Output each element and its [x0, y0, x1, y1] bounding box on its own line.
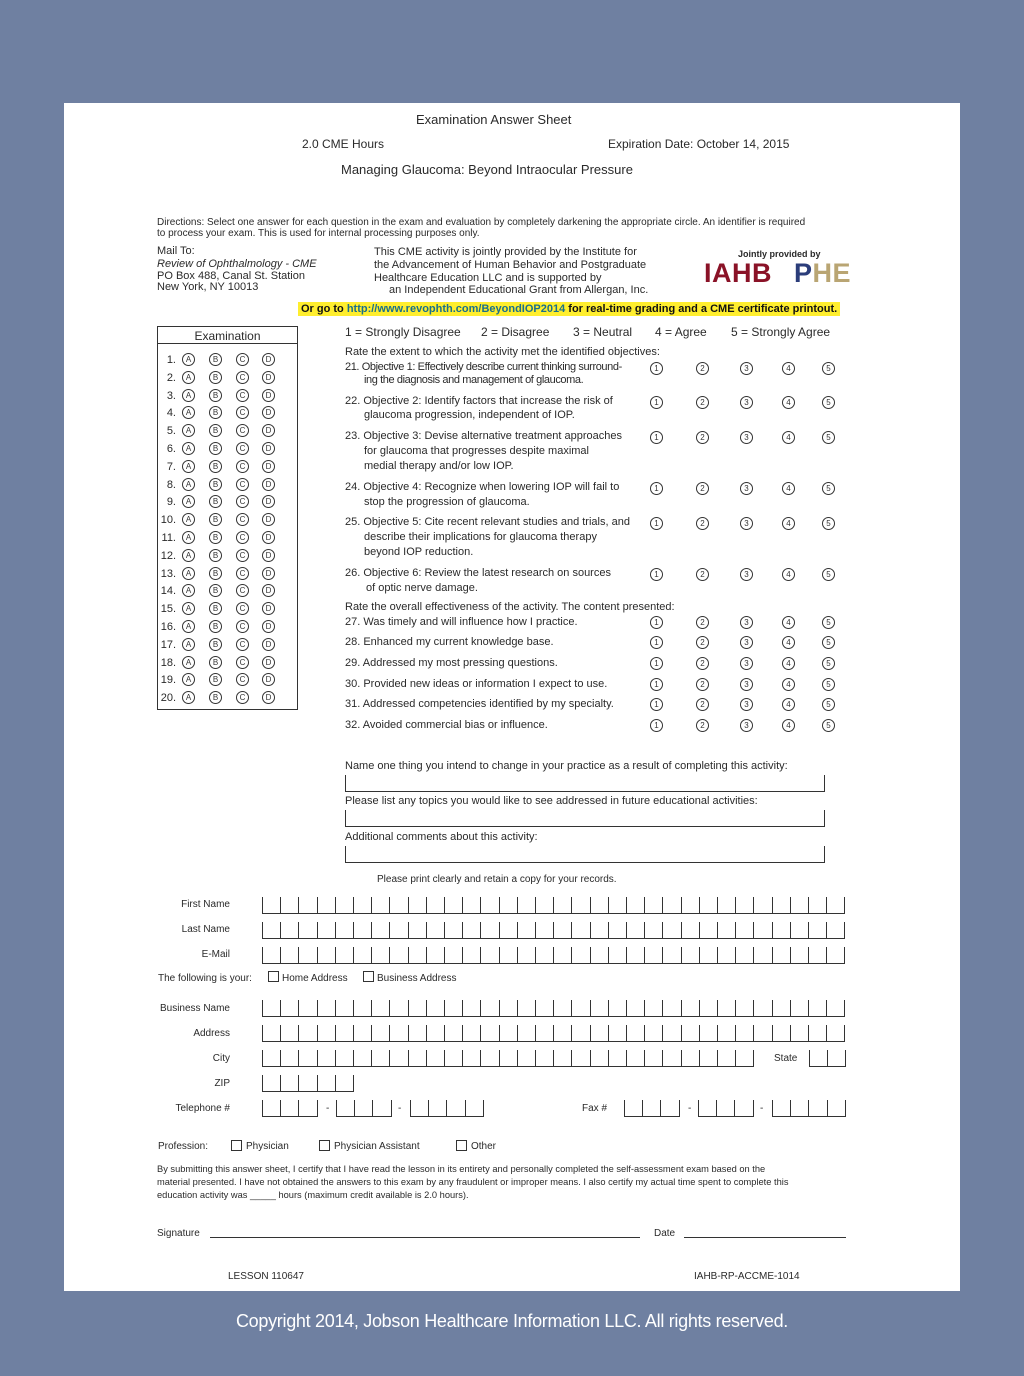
rating-bubble[interactable]: 2 [696, 616, 709, 629]
exam-row [158, 442, 297, 456]
exam-answer-bubble[interactable]: D [262, 513, 275, 526]
rating-bubble[interactable]: 1 [650, 396, 663, 409]
scale-4: 4 = Agree [655, 325, 707, 339]
copyright-notice: Copyright 2014, Jobson Healthcare Information LLC. All rights reserved. [235, 1311, 788, 1331]
exam-answer-bubble[interactable]: B [209, 513, 222, 526]
q23-line-1: 23. Objective 3: Devise alternative treatment approaches [345, 430, 622, 442]
exam-row [158, 513, 297, 527]
exam-row [158, 673, 297, 687]
mail-line-2: PO Box 488, Canal St. Station [157, 270, 305, 282]
exam-answer-bubble[interactable]: D [262, 460, 275, 473]
exam-row [158, 620, 297, 634]
other-checkbox[interactable] [456, 1140, 467, 1151]
exam-answer-bubble[interactable]: D [262, 531, 275, 544]
exam-row [158, 406, 297, 420]
exam-answer-bubble[interactable]: C [236, 567, 249, 580]
exam-answer-bubble[interactable]: C [236, 673, 249, 686]
q23-line-2: for glaucoma that progresses despite maximal [364, 445, 589, 457]
exam-answer-bubble[interactable]: B [209, 478, 222, 491]
rating-bubble[interactable]: 5 [822, 719, 835, 732]
q22-line-2: glaucoma progression, independent of IOP. [364, 409, 575, 421]
course-title: Managing Glaucoma: Beyond Intraocular Pressure [341, 162, 633, 177]
sheet-title: Examination Answer Sheet [416, 112, 572, 127]
phe-logo: PHE [794, 258, 852, 288]
exam-answer-bubble[interactable]: D [262, 567, 275, 580]
rating-bubble[interactable]: 3 [740, 719, 753, 732]
rating-bubble[interactable]: 2 [696, 431, 709, 444]
exam-answer-bubble[interactable]: C [236, 691, 249, 704]
business-name-label: Business Name [159, 1003, 230, 1014]
exam-answer-bubble[interactable]: C [236, 549, 249, 562]
exam-answer-bubble[interactable]: C [236, 513, 249, 526]
exam-row [158, 549, 297, 563]
exam-answer-bubble[interactable]: B [209, 371, 222, 384]
exam-question-number: 5. [166, 425, 176, 438]
comment-2-field[interactable] [345, 810, 825, 827]
fax-line-field[interactable] [772, 1101, 846, 1117]
exam-row [158, 531, 297, 545]
q26-line-1: 26. Objective 6: Review the latest research on sources [345, 567, 611, 579]
certify-line-3: education activity was _____ hours (maximum credit available is 2.0 hours). [157, 1190, 469, 1200]
state-field[interactable] [809, 1051, 846, 1067]
exam-answer-bubble[interactable]: C [236, 389, 249, 402]
exam-answer-bubble[interactable]: D [262, 406, 275, 419]
rating-bubble[interactable]: 1 [650, 568, 663, 581]
rating-bubble[interactable]: 3 [740, 482, 753, 495]
rating-bubble[interactable]: 1 [650, 678, 663, 691]
exam-answer-bubble[interactable]: A [182, 371, 195, 384]
provider-line-2: the Advancement of Human Behavior and Postgraduate [374, 259, 647, 271]
exam-answer-bubble[interactable]: D [262, 620, 275, 633]
exam-row [158, 656, 297, 670]
rating-bubble[interactable]: 1 [650, 482, 663, 495]
q26-line-2: of optic nerve damage. [366, 582, 478, 594]
address-field[interactable] [262, 1026, 845, 1042]
rating-bubble[interactable]: 4 [782, 396, 795, 409]
q21-line-2: ing the diagnosis and management of glaucoma. [364, 374, 584, 386]
exam-answer-bubble[interactable]: D [262, 495, 275, 508]
exam-answer-bubble[interactable]: B [209, 442, 222, 455]
exam-question-number: 4. [166, 407, 176, 420]
comment-1-field[interactable] [345, 775, 825, 792]
exam-question-number: 18. [160, 656, 176, 669]
exam-answer-bubble[interactable]: C [236, 371, 249, 384]
cme-hours: 2.0 CME Hours [302, 137, 385, 151]
profession-label: Profession: [158, 1141, 209, 1152]
online-url-link[interactable]: http://www.revophth.com/BeyondIOP2014 [346, 303, 566, 315]
rating-bubble[interactable]: 5 [822, 517, 835, 530]
business-address-checkbox[interactable] [363, 971, 374, 982]
exam-answer-bubble[interactable]: A [182, 442, 195, 455]
rating-bubble[interactable]: 4 [782, 616, 795, 629]
other-label: Other [471, 1141, 497, 1152]
exam-question-number: 3. [166, 389, 176, 402]
rating-bubble[interactable]: 5 [822, 616, 835, 629]
fax-prefix-field[interactable] [698, 1101, 754, 1117]
rating-bubble[interactable]: 3 [740, 362, 753, 375]
rating-bubble[interactable]: 4 [782, 698, 795, 711]
scale-5: 5 = Strongly Agree [731, 325, 831, 339]
exam-answer-bubble[interactable]: B [209, 691, 222, 704]
exam-answer-bubble[interactable]: B [209, 602, 222, 615]
exam-question-number: 1. [166, 354, 176, 366]
q32-text: 32. Avoided commercial bias or influence. [345, 719, 548, 731]
rating-bubble[interactable]: 3 [740, 636, 753, 649]
exam-answer-bubble[interactable]: C [236, 531, 249, 544]
answer-sheet [64, 103, 960, 1291]
rating-bubble[interactable]: 3 [740, 517, 753, 530]
rating-bubble[interactable]: 5 [822, 396, 835, 409]
address-type-label: The following is your: [158, 973, 252, 984]
telephone-prefix-field[interactable] [336, 1101, 392, 1117]
exam-answer-bubble[interactable]: A [182, 656, 195, 669]
rating-bubble[interactable]: 4 [782, 678, 795, 691]
telephone-area-code-field[interactable] [262, 1101, 318, 1117]
rating-bubble[interactable]: 4 [782, 657, 795, 670]
exam-question-number: 2. [166, 371, 176, 384]
exam-answer-bubble[interactable]: B [209, 549, 222, 562]
exam-answer-bubble[interactable]: D [262, 353, 275, 366]
rating-bubble[interactable]: 4 [782, 362, 795, 375]
rating-bubble[interactable]: 3 [740, 657, 753, 670]
provider-line-4: an Independent Educational Grant from Allergan, Inc. [389, 284, 649, 296]
rating-bubble[interactable]: 3 [740, 678, 753, 691]
exam-question-number: 8. [166, 478, 176, 491]
q29-text: 29. Addressed my most pressing questions. [345, 657, 558, 669]
comment-3-label: Additional comments about this activity: [345, 831, 538, 843]
exam-answer-bubble[interactable]: A [182, 620, 195, 633]
rating-bubble[interactable]: 5 [822, 362, 835, 375]
exam-answer-bubble[interactable]: A [182, 460, 195, 473]
provider-line-1: This CME activity is jointly provided by the Institute for [374, 246, 637, 258]
exam-answer-bubble[interactable]: C [236, 460, 249, 473]
exam-answer-bubble[interactable]: A [182, 353, 195, 366]
q25-line-3: beyond IOP reduction. [364, 546, 474, 558]
exam-question-number: 19. [160, 674, 176, 687]
date-line[interactable] [684, 1237, 846, 1238]
last-name-label: Last Name [181, 924, 230, 935]
exam-question-number: 15. [160, 603, 176, 616]
exam-row [158, 371, 297, 385]
zip-label: ZIP [214, 1078, 230, 1089]
exam-answer-bubble[interactable]: B [209, 353, 222, 366]
exam-answer-bubble[interactable]: A [182, 549, 195, 562]
examination-heading: Examination [158, 327, 297, 344]
q25-line-1: 25. Objective 5: Cite recent relevant studies and trials, and [345, 516, 630, 528]
telephone-dash-2: - [398, 1103, 402, 1114]
exam-answer-bubble[interactable]: B [209, 495, 222, 508]
jointly-provided-label: Jointly provided by [738, 249, 821, 259]
exam-answer-bubble[interactable]: B [209, 567, 222, 580]
exam-answer-bubble[interactable]: B [209, 673, 222, 686]
rating-bubble[interactable]: 2 [696, 362, 709, 375]
fax-dash-2: - [760, 1103, 764, 1114]
rating-bubble[interactable]: 1 [650, 616, 663, 629]
mail-label: Mail To: [157, 245, 195, 257]
exam-answer-bubble[interactable]: B [209, 656, 222, 669]
fax-area-code-field[interactable] [624, 1101, 680, 1117]
directions-line-2: to process your exam. This is used for internal processing purposes only. [157, 228, 480, 239]
mail-line-3: New York, NY 10013 [157, 281, 259, 293]
rating-bubble[interactable]: 2 [696, 636, 709, 649]
exam-question-number: 7. [166, 460, 176, 473]
first-name-label: First Name [181, 899, 230, 910]
scale-2: 2 = Disagree [481, 325, 550, 339]
exam-answer-bubble[interactable]: A [182, 673, 195, 686]
home-address-label: Home Address [282, 973, 348, 984]
exam-answer-bubble[interactable]: A [182, 567, 195, 580]
rating-bubble[interactable]: 3 [740, 396, 753, 409]
exam-row [158, 389, 297, 403]
rating-bubble[interactable]: 5 [822, 568, 835, 581]
telephone-line-field[interactable] [410, 1101, 484, 1117]
rating-bubble[interactable]: 4 [782, 636, 795, 649]
scale-3: 3 = Neutral [573, 325, 633, 339]
exam-row [158, 424, 297, 438]
fax-dash-1: - [688, 1103, 692, 1114]
exam-answer-bubble[interactable]: D [262, 549, 275, 562]
physician-label: Physician [246, 1141, 289, 1152]
rating-bubble[interactable]: 3 [740, 431, 753, 444]
exam-answer-bubble[interactable]: C [236, 656, 249, 669]
exam-row [158, 691, 297, 705]
exam-answer-bubble[interactable]: C [236, 406, 249, 419]
exam-row [158, 495, 297, 509]
exam-answer-bubble[interactable]: A [182, 602, 195, 615]
q31-text: 31. Addressed competencies identified by my specialty. [345, 698, 614, 710]
q24-line-1: 24. Objective 4: Recognize when lowering IOP will fail to [345, 481, 620, 493]
zip-field[interactable] [262, 1076, 354, 1092]
exam-answer-bubble[interactable]: D [262, 442, 275, 455]
q22-line-1: 22. Objective 2: Identify factors that increase the risk of [345, 395, 613, 407]
exam-answer-bubble[interactable]: B [209, 460, 222, 473]
exam-answer-bubble[interactable]: B [209, 620, 222, 633]
rating-bubble[interactable]: 2 [696, 568, 709, 581]
q21-line-1: 21. Objective 1: Effectively describe current thinking surround- [345, 361, 622, 373]
exam-answer-bubble[interactable]: C [236, 495, 249, 508]
exam-question-number: 9. [166, 496, 176, 509]
exam-question-number: 6. [166, 443, 176, 455]
rating-bubble[interactable]: 2 [696, 698, 709, 711]
business-name-field[interactable] [262, 1001, 845, 1017]
exam-answer-bubble[interactable]: D [262, 424, 275, 437]
exam-answer-bubble[interactable]: C [236, 442, 249, 455]
physician-checkbox[interactable] [231, 1140, 242, 1151]
exam-answer-bubble[interactable]: A [182, 424, 195, 437]
rating-bubble[interactable]: 2 [696, 396, 709, 409]
rating-bubble[interactable]: 4 [782, 719, 795, 732]
exam-answer-bubble[interactable]: D [262, 656, 275, 669]
rating-bubble[interactable]: 1 [650, 517, 663, 530]
exam-answer-bubble[interactable]: C [236, 602, 249, 615]
rating-bubble[interactable]: 1 [650, 636, 663, 649]
exam-answer-bubble[interactable]: D [262, 691, 275, 704]
rating-bubble[interactable]: 3 [740, 616, 753, 629]
rating-bubble[interactable]: 2 [696, 517, 709, 530]
comment-2-label: Please list any topics you would like to see addressed in future educational activities: [345, 795, 758, 807]
physician-assistant-checkbox[interactable] [319, 1140, 330, 1151]
exam-answer-bubble[interactable]: D [262, 602, 275, 615]
exam-answer-bubble[interactable]: C [236, 478, 249, 491]
rating-bubble[interactable]: 5 [822, 657, 835, 670]
exam-answer-bubble[interactable]: A [182, 513, 195, 526]
exam-answer-bubble[interactable]: B [209, 531, 222, 544]
exam-answer-bubble[interactable]: B [209, 424, 222, 437]
rating-bubble[interactable]: 2 [696, 719, 709, 732]
fax-label: Fax # [582, 1103, 608, 1114]
rating-bubble[interactable]: 2 [696, 482, 709, 495]
lesson-number: LESSON 110647 [228, 1271, 304, 1282]
exam-answer-bubble[interactable]: A [182, 638, 195, 651]
rating-bubble[interactable]: 3 [740, 568, 753, 581]
rating-bubble[interactable]: 5 [822, 482, 835, 495]
exam-answer-bubble[interactable]: A [182, 531, 195, 544]
exam-question-number: 14. [160, 585, 176, 598]
exam-answer-bubble[interactable]: D [262, 638, 275, 651]
home-address-checkbox[interactable] [268, 971, 279, 982]
iahb-logo: IAHB [704, 258, 772, 288]
examination-box [157, 326, 298, 710]
rating-bubble[interactable]: 5 [822, 636, 835, 649]
exam-answer-bubble[interactable]: B [209, 389, 222, 402]
exam-question-number: 13. [160, 567, 176, 580]
q24-line-2: stop the progression of glaucoma. [364, 496, 530, 508]
date-label: Date [654, 1228, 676, 1239]
exam-question-number: 20. [160, 692, 176, 705]
rating-bubble[interactable]: 1 [650, 431, 663, 444]
rating-bubble[interactable]: 4 [782, 568, 795, 581]
exam-answer-bubble[interactable]: C [236, 584, 249, 597]
rating-bubble[interactable]: 5 [822, 431, 835, 444]
exam-answer-bubble[interactable]: D [262, 584, 275, 597]
exam-answer-bubble[interactable]: A [182, 584, 195, 597]
signature-line[interactable] [210, 1237, 640, 1238]
rating-bubble[interactable]: 1 [650, 657, 663, 670]
rating-bubble[interactable]: 1 [650, 698, 663, 711]
exam-answer-bubble[interactable]: D [262, 389, 275, 402]
rating-bubble[interactable]: 3 [740, 698, 753, 711]
exam-question-number: 10. [160, 514, 176, 527]
rating-bubble[interactable]: 5 [822, 698, 835, 711]
exam-answer-bubble[interactable]: C [236, 620, 249, 633]
exam-answer-bubble[interactable]: C [236, 638, 249, 651]
q25-line-2: describe their implications for glaucoma therapy [364, 531, 597, 543]
exam-answer-bubble[interactable]: A [182, 478, 195, 491]
exam-row [158, 478, 297, 492]
rating-bubble[interactable]: 4 [782, 517, 795, 530]
business-address-label: Business Address [377, 973, 457, 984]
city-field[interactable] [262, 1051, 754, 1067]
q27-text: 27. Was timely and will influence how I practice. [345, 616, 578, 628]
objectives-intro: Rate the extent to which the activity met the identified objectives: [345, 346, 660, 358]
exam-answer-bubble[interactable]: D [262, 673, 275, 686]
provider-line-3: Healthcare Education LLC and is supported by [374, 272, 602, 284]
rating-bubble[interactable]: 2 [696, 678, 709, 691]
certify-line-2: material presented. I have not obtained the answers to this exam by any fraudulent or improper means. I also certify my actual time spent to complete this [157, 1177, 789, 1187]
exam-answer-bubble[interactable]: A [182, 389, 195, 402]
telephone-label: Telephone # [175, 1103, 230, 1114]
exam-question-number: 12. [160, 549, 176, 562]
exam-question-number: 16. [160, 621, 176, 633]
email-field[interactable] [262, 948, 845, 964]
exam-question-number: 17. [160, 638, 176, 651]
activity-code: IAHB-RP-ACCME-1014 [694, 1271, 800, 1282]
comment-1-label: Name one thing you intend to change in your practice as a result of completing this activity: [345, 760, 788, 772]
rating-bubble[interactable]: 4 [782, 431, 795, 444]
comment-3-field[interactable] [345, 846, 825, 863]
email-label: E-Mail [201, 949, 230, 960]
last-name-field[interactable] [262, 923, 845, 939]
q30-text: 30. Provided new ideas or information I expect to use. [345, 678, 608, 690]
rating-bubble[interactable]: 1 [650, 362, 663, 375]
rating-bubble[interactable]: 2 [696, 657, 709, 670]
exam-row [158, 584, 297, 598]
exam-row [158, 602, 297, 616]
exam-question-number: 11. [161, 532, 176, 544]
address-label: Address [193, 1028, 230, 1039]
telephone-dash-1: - [326, 1103, 330, 1114]
exam-answer-bubble[interactable]: B [209, 584, 222, 597]
scale-1: 1 = Strongly Disagree [345, 325, 461, 339]
physician-assistant-label: Physician Assistant [334, 1141, 420, 1152]
rating-bubble[interactable]: 4 [782, 482, 795, 495]
q28-text: 28. Enhanced my current knowledge base. [345, 636, 554, 648]
directions-line-1: Directions: Select one answer for each question in the exam and evaluation by completely darkening the appropriate circle. An identifier is required [157, 217, 806, 228]
signature-label: Signature [157, 1228, 200, 1239]
exam-answer-bubble[interactable]: C [236, 424, 249, 437]
rating-bubble[interactable]: 5 [822, 678, 835, 691]
print-note: Please print clearly and retain a copy for your records. [377, 874, 617, 885]
first-name-field[interactable] [262, 898, 845, 914]
effectiveness-intro: Rate the overall effectiveness of the activity. The content presented: [345, 601, 675, 613]
rating-bubble[interactable]: 1 [650, 719, 663, 732]
state-label: State [774, 1053, 798, 1064]
exam-row [158, 353, 297, 367]
exam-answer-bubble[interactable]: B [209, 406, 222, 419]
expiration-date: Expiration Date: October 14, 2015 [608, 137, 790, 151]
exam-row [158, 567, 297, 581]
city-label: City [212, 1053, 230, 1064]
mail-line-1: Review of Ophthalmology - CME [157, 258, 317, 270]
exam-answer-bubble[interactable]: A [182, 691, 195, 704]
exam-row [158, 638, 297, 652]
exam-row [158, 460, 297, 474]
exam-answer-bubble[interactable]: A [182, 495, 195, 508]
exam-answer-bubble[interactable]: D [262, 371, 275, 384]
exam-answer-bubble[interactable]: C [236, 353, 249, 366]
exam-answer-bubble[interactable]: B [209, 638, 222, 651]
certify-line-1: By submitting this answer sheet, I certify that I have read the lesson in its entirety and personally completed the self-assessment exam based on the [157, 1164, 766, 1174]
online-url-banner: Or go to http://www.revophth.com/BeyondIOP2014 for real-time grading and a CME certificate printout. [298, 302, 840, 316]
exam-answer-bubble[interactable]: A [182, 406, 195, 419]
exam-answer-bubble[interactable]: D [262, 478, 275, 491]
q23-line-3: medial therapy and/or low IOP. [364, 460, 514, 472]
